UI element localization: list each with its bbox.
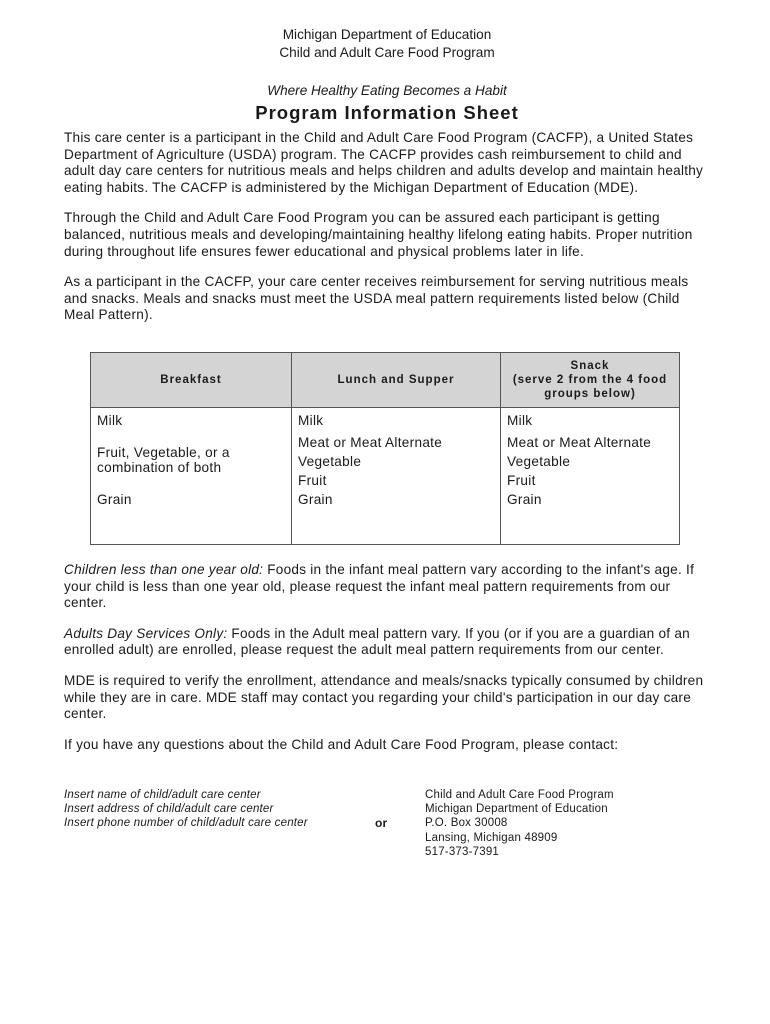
header-snack: [501, 353, 680, 408]
lunch-vegetable: Vegetable: [298, 454, 362, 469]
mde-paragraph: MDE is required to verify the enrollment, attendance and meals/snacks typically consumed by children while they are in care. MDE staff may contact you regarding your child's participation in our day care center.: [64, 672, 704, 722]
header-snack-title: Snack: [570, 360, 610, 372]
document-header: [64, 26, 710, 62]
center-phone-placeholder: Insert phone number of child/adult care center: [64, 817, 308, 830]
breakfast-milk: Milk: [97, 413, 123, 428]
breakfast-grain: Grain: [97, 492, 132, 507]
breakfast-fruit-line-1: Fruit, Vegetable, or a: [97, 445, 230, 460]
mde-phone: 517-373-7391: [425, 845, 500, 858]
intro-paragraph-1: This care center is a participant in the Child and Adult Care Food Program (CACFP), a United States Department of Agriculture (USDA) program. The CACFP provides cash reimbursement to child and adult day care centers for nutritious meals and helps children and adults develop and maintain healthy eating habits. The CACFP is administered by the Michigan Department of Education (MDE).: [64, 130, 704, 195]
lunch-meat: Meat or Meat Alternate: [298, 435, 443, 450]
page-title: Program Information Sheet: [255, 102, 519, 123]
mde-po-box: P.O. Box 30008: [425, 817, 508, 830]
snack-vegetable: Vegetable: [507, 454, 571, 469]
snack-grain: Grain: [507, 492, 542, 507]
header-breakfast: Breakfast: [91, 353, 292, 408]
adult-lead: Adults Day Services Only:: [64, 625, 228, 641]
center-address-placeholder: Insert address of child/adult care center: [64, 803, 274, 816]
or-separator: or: [375, 816, 388, 830]
snack-cell: [501, 408, 680, 545]
intro-paragraph-3: As a participant in the CACFP, your care center receives reimbursement for serving nutritious meals and snacks. Meals and snacks must meet the USDA meal pattern requirements listed below (Child Meal Pattern).: [64, 274, 689, 323]
meal-table-header-row: [91, 353, 680, 408]
header-snack-note-2: groups below): [544, 388, 636, 400]
snack-meat: Meat or Meat Alternate: [507, 435, 652, 450]
breakfast-fruit-line-2: combination of both: [97, 460, 222, 475]
header-snack-note-1: (serve 2 from the 4 food: [512, 374, 668, 386]
questions-paragraph: If you have any questions about the Child and Adult Care Food Program, please contact:: [64, 736, 619, 752]
center-contact-block: [64, 788, 308, 831]
lower-section: [64, 562, 710, 753]
intro-paragraph-2: Through the Child and Adult Care Food Program you can be assured each participant is getting balanced, nutritious meals and developing/maintaining healthy lifelong eating habits. Proper nutrition during throughout life ensures fewer educational and physical problems later in life.: [64, 210, 693, 259]
lunch-grain: Grain: [298, 492, 333, 507]
lunch-fruit: Fruit: [298, 473, 327, 488]
tagline: Where Healthy Eating Becomes a Habit: [267, 83, 507, 98]
department-name: Michigan Department of Education: [282, 27, 492, 42]
program-name: Child and Adult Care Food Program: [279, 45, 495, 60]
header-lunch-supper: Lunch and Supper: [292, 353, 501, 408]
snack-milk: Milk: [507, 413, 533, 428]
infant-paragraph: [64, 562, 710, 612]
lunch-cell: [292, 408, 501, 545]
adult-text: Foods in the Adult meal pattern vary. If you (or if you are a guardian of an enrolled adult) are enrolled, please request the adult meal pattern requirements from our center.: [64, 625, 690, 658]
breakfast-cell: [91, 408, 292, 545]
meal-table-row: [91, 408, 680, 545]
adult-paragraph: [64, 626, 710, 659]
infant-lead: Children less than one year old:: [64, 562, 264, 577]
infant-text: Foods in the infant meal pattern vary according to the infant's age. If your child is less than one year old, please request the infant meal pattern requirements from our center.: [64, 562, 695, 611]
center-name-placeholder: Insert name of child/adult care center: [64, 789, 261, 801]
meal-pattern-table: [90, 352, 680, 545]
mde-contact-block: [425, 788, 614, 859]
snack-fruit: Fruit: [507, 473, 536, 488]
lunch-milk: Milk: [298, 413, 324, 428]
mde-program-name: Child and Adult Care Food Program: [425, 789, 614, 801]
mde-department: Michigan Department of Education: [425, 803, 608, 816]
document-page: [64, 26, 710, 507]
mde-city-state-zip: Lansing, Michigan 48909: [425, 831, 558, 844]
